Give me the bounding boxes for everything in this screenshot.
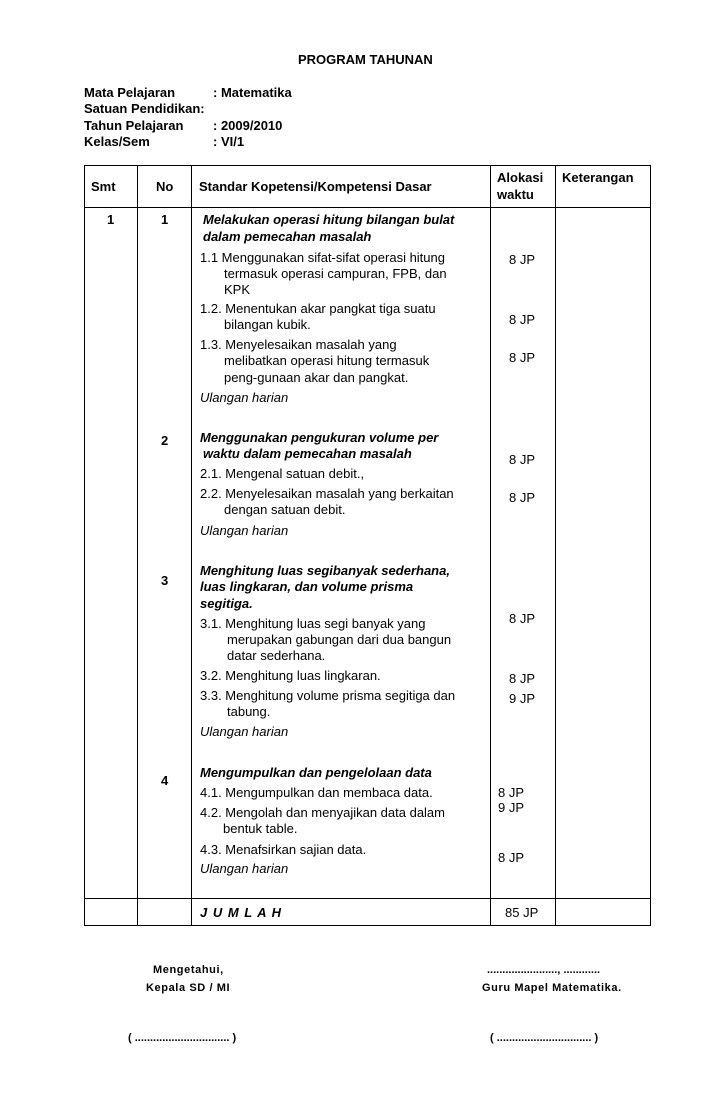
kd-text: merupakan gabungan dari dua bangun xyxy=(227,632,452,647)
smt-value: 1 xyxy=(107,212,115,227)
ulangan-harian: Ulangan harian xyxy=(200,724,289,739)
page-title: PROGRAM TAHUNAN xyxy=(298,52,433,67)
kd-text: 2.2. Menyelesaikan masalah yang berkaitan xyxy=(200,486,454,501)
kd-text: 3.1. Menghitung luas segi banyak yang xyxy=(200,616,426,631)
section-title: Mengumpulkan dan pengelolaan data xyxy=(200,765,432,780)
section-title: segitiga. xyxy=(200,596,253,611)
header-keterangan: Keterangan xyxy=(562,170,634,185)
section-title: Menghitung luas segibanyak sederhana, xyxy=(200,563,450,578)
footer-principal-title: Kepala SD / MI xyxy=(146,982,231,994)
kd-text: dengan satuan debit. xyxy=(224,502,346,517)
kd-text: 4.2. Mengolah dan menyajikan data dalam xyxy=(200,805,445,820)
no-value-1: 1 xyxy=(161,212,169,227)
alokasi-value: 8 JP xyxy=(509,671,536,686)
kd-text: 2.1. Mengenal satuan debit., xyxy=(200,466,365,481)
alokasi-value: 8 JP xyxy=(509,350,536,365)
ulangan-harian: Ulangan harian xyxy=(200,523,289,538)
meta-label-school: Satuan Pendidikan: xyxy=(84,101,205,116)
header-alokasi-line1: Alokasi xyxy=(497,170,544,185)
kd-text: bilangan kubik. xyxy=(224,317,311,332)
kd-text: 1.1 Menggunakan sifat-sifat operasi hitung xyxy=(200,250,445,265)
kd-text: 3.2. Menghitung luas lingkaran. xyxy=(200,668,381,683)
table-border-bottom xyxy=(84,925,651,926)
alokasi-value: 8 JP xyxy=(509,312,536,327)
kd-text: bentuk table. xyxy=(223,821,298,836)
table-border-top xyxy=(84,165,651,166)
meta-label-subject: Mata Pelajaran xyxy=(84,85,176,100)
alokasi-value: 8 JP xyxy=(509,611,536,626)
kd-text: datar sederhana. xyxy=(227,648,326,663)
kd-text: 1.2. Menentukan akar pangkat tiga suatu xyxy=(200,301,436,316)
header-smt: Smt xyxy=(91,179,116,194)
ulangan-harian: Ulangan harian xyxy=(200,861,289,876)
footer-teacher-signature: ( ............................... ) xyxy=(490,1032,599,1044)
footer-acknowledged: Mengetahui, xyxy=(153,964,224,976)
kd-text: 4.1. Mengumpulkan dan membaca data. xyxy=(200,785,433,800)
total-value: 85 JP xyxy=(505,905,539,920)
col-divider-4 xyxy=(555,165,556,926)
table-border-right xyxy=(650,165,651,926)
header-no: No xyxy=(156,179,174,194)
kd-text: KPK xyxy=(224,282,251,297)
footer-teacher-title: Guru Mapel Matematika. xyxy=(482,982,622,994)
table-total-top xyxy=(84,898,651,899)
col-divider-3 xyxy=(490,165,491,926)
footer-place-date: ......................., ............ xyxy=(487,964,601,976)
no-value-4: 4 xyxy=(161,773,169,788)
alokasi-value: 8 JP xyxy=(509,490,536,505)
meta-label-year: Tahun Pelajaran xyxy=(84,118,184,133)
kd-text: 1.3. Menyelesaikan masalah yang xyxy=(200,337,397,352)
alokasi-value: 8 JP xyxy=(498,785,525,800)
alokasi-value: 8 JP xyxy=(509,252,536,267)
section-title: Menggunakan pengukuran volume per xyxy=(200,430,439,445)
kd-text: 3.3. Menghitung volume prisma segitiga dan xyxy=(200,688,456,703)
section-title: Melakukan operasi hitung bilangan bulat xyxy=(203,212,455,227)
col-divider-2 xyxy=(191,165,192,926)
col-divider-1 xyxy=(137,165,138,926)
alokasi-value: 9 JP xyxy=(498,800,525,815)
kd-text: tabung. xyxy=(227,704,271,719)
no-value-3: 3 xyxy=(161,573,169,588)
ulangan-harian: Ulangan harian xyxy=(200,390,289,405)
table-border-left xyxy=(84,165,85,926)
meta-value-class: : VI/1 xyxy=(213,134,245,149)
section-title: dalam pemecahan masalah xyxy=(203,229,372,244)
kd-text: peng-gunaan akar dan pangkat. xyxy=(224,370,409,385)
kd-text: 4.3. Menafsirkan sajian data. xyxy=(200,842,367,857)
header-alokasi-line2: waktu xyxy=(497,187,534,202)
meta-value-subject: : Matematika xyxy=(213,85,292,100)
footer-principal-signature: ( ............................... ) xyxy=(128,1032,237,1044)
meta-value-year: : 2009/2010 xyxy=(213,118,283,133)
section-title: waktu dalam pemecahan masalah xyxy=(203,446,412,461)
meta-label-class: Kelas/Sem xyxy=(84,134,150,149)
header-standar: Standar Kopetensi/Kompetensi Dasar xyxy=(199,179,432,194)
no-value-2: 2 xyxy=(161,433,169,448)
kd-text: termasuk operasi campuran, FPB, dan xyxy=(224,266,447,281)
alokasi-value: 9 JP xyxy=(509,691,536,706)
kd-text: melibatkan operasi hitung termasuk xyxy=(224,353,430,368)
table-header-divider xyxy=(84,207,651,208)
section-title: luas lingkaran, dan volume prisma xyxy=(200,579,414,594)
alokasi-value: 8 JP xyxy=(509,452,536,467)
alokasi-value: 8 JP xyxy=(498,850,525,865)
total-label: J U M L A H xyxy=(200,905,283,920)
